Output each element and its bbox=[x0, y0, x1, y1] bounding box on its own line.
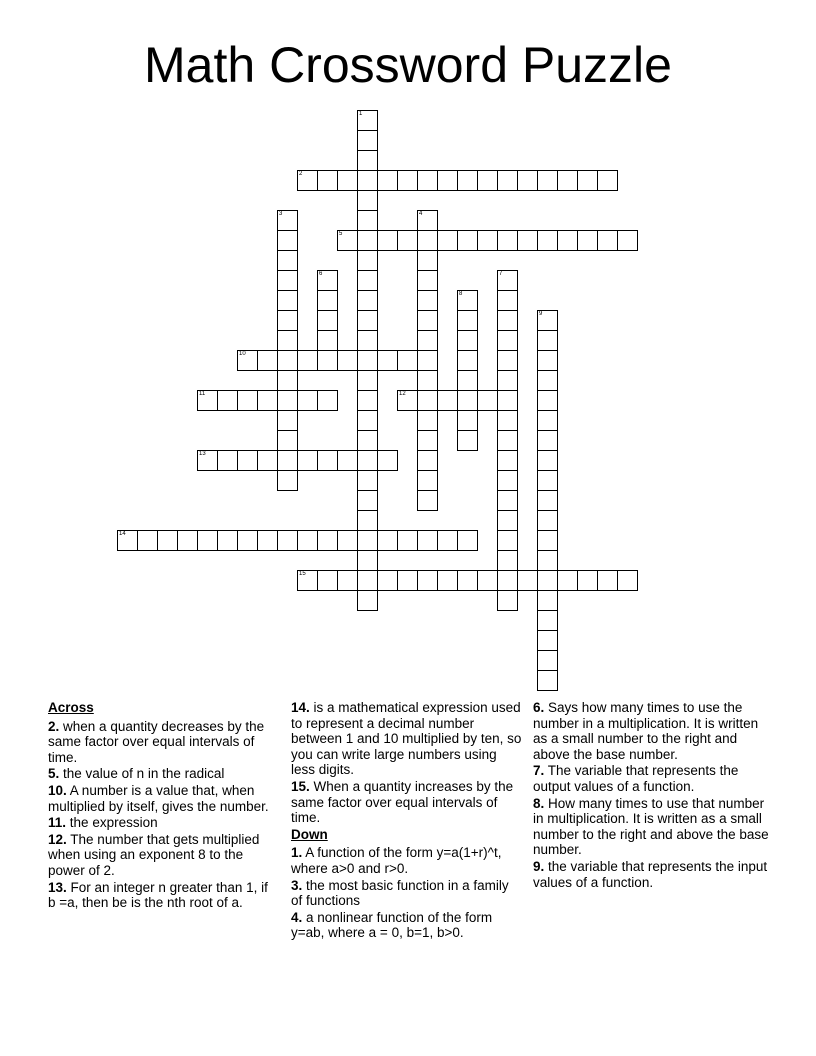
clue-number: 3. bbox=[291, 877, 303, 893]
grid-cell[interactable] bbox=[457, 570, 478, 591]
across-clue-14 bbox=[291, 700, 523, 778]
grid-cell[interactable] bbox=[377, 230, 398, 251]
grid-cell[interactable] bbox=[357, 570, 378, 591]
grid-cell[interactable] bbox=[537, 510, 558, 531]
grid-cell[interactable] bbox=[417, 410, 438, 431]
down-clue-6 bbox=[533, 700, 769, 762]
grid-cell[interactable] bbox=[237, 390, 258, 411]
grid-cell[interactable] bbox=[337, 570, 358, 591]
down-heading: Down bbox=[291, 826, 328, 842]
grid-cell[interactable] bbox=[537, 370, 558, 391]
grid-cell[interactable] bbox=[337, 230, 358, 251]
grid-cell[interactable] bbox=[357, 170, 378, 191]
grid-cell[interactable] bbox=[417, 530, 438, 551]
grid-cell[interactable] bbox=[277, 330, 298, 351]
grid-cell[interactable] bbox=[537, 530, 558, 551]
grid-cell[interactable] bbox=[317, 390, 338, 411]
grid-cell[interactable] bbox=[457, 170, 478, 191]
grid-cell[interactable] bbox=[497, 470, 518, 491]
grid-cell[interactable] bbox=[317, 330, 338, 351]
grid-clue-number: 7 bbox=[499, 271, 503, 277]
grid-cell[interactable] bbox=[597, 170, 618, 191]
grid-cell[interactable] bbox=[277, 390, 298, 411]
grid-cell[interactable] bbox=[397, 350, 418, 371]
grid-clue-number: 6 bbox=[319, 271, 323, 277]
grid-clue-number: 2 bbox=[299, 171, 303, 177]
clue-text: When a quantity increases by the same factor over equal intervals of time. bbox=[291, 778, 514, 826]
grid-cell[interactable] bbox=[237, 530, 258, 551]
grid-cell[interactable] bbox=[277, 250, 298, 271]
clue-text: the most basic function in a family of functions bbox=[291, 877, 509, 909]
grid-cell[interactable] bbox=[597, 570, 618, 591]
grid-cell[interactable] bbox=[277, 370, 298, 391]
clue-text: the variable that represents the input values of a function. bbox=[533, 858, 768, 890]
grid-cell[interactable] bbox=[397, 390, 418, 411]
clue-text: A number is a value that, when multiplied by itself, gives the number. bbox=[48, 782, 269, 814]
grid-cell[interactable] bbox=[337, 170, 358, 191]
clue-number: 1. bbox=[291, 845, 303, 861]
across-clue-5 bbox=[48, 766, 273, 782]
grid-cell[interactable] bbox=[537, 470, 558, 491]
grid-cell[interactable] bbox=[497, 390, 518, 411]
grid-cell[interactable] bbox=[257, 530, 278, 551]
grid-clue-number: 1 bbox=[359, 111, 363, 117]
grid-cell[interactable] bbox=[217, 390, 238, 411]
clue-text: a nonlinear function of the form y=ab, where a = 0, b=1, b>0. bbox=[291, 909, 493, 941]
grid-cell[interactable] bbox=[357, 190, 378, 211]
grid-cell[interactable] bbox=[297, 390, 318, 411]
grid-cell[interactable] bbox=[357, 350, 378, 371]
grid-cell[interactable] bbox=[377, 170, 398, 191]
grid-cell[interactable] bbox=[357, 310, 378, 331]
grid-clue-number: 10 bbox=[239, 351, 246, 357]
grid-cell[interactable] bbox=[277, 310, 298, 331]
across-heading: Across bbox=[48, 700, 94, 715]
grid-cell[interactable] bbox=[557, 170, 578, 191]
down-clue-9 bbox=[533, 859, 769, 890]
grid-clue-number: 4 bbox=[419, 211, 423, 217]
clue-number: 13. bbox=[48, 879, 67, 895]
grid-cell[interactable] bbox=[417, 270, 438, 291]
grid-cell[interactable] bbox=[357, 230, 378, 251]
grid-cell[interactable] bbox=[337, 350, 358, 371]
grid-clue-number: 12 bbox=[399, 391, 406, 397]
grid-cell[interactable] bbox=[497, 330, 518, 351]
clue-text: A function of the form y=a(1+r)^t, where a>0 and r>0. bbox=[291, 845, 502, 876]
grid-cell[interactable] bbox=[497, 170, 518, 191]
grid-cell[interactable] bbox=[277, 530, 298, 551]
grid-clue-number: 9 bbox=[539, 311, 543, 317]
grid-cell[interactable] bbox=[277, 410, 298, 431]
grid-cell[interactable] bbox=[177, 530, 198, 551]
grid-cell[interactable] bbox=[417, 290, 438, 311]
grid-cell[interactable] bbox=[497, 550, 518, 571]
grid-cell[interactable] bbox=[417, 430, 438, 451]
grid-cell[interactable] bbox=[397, 230, 418, 251]
grid-cell[interactable] bbox=[217, 450, 238, 471]
grid-cell[interactable] bbox=[417, 390, 438, 411]
grid-cell[interactable] bbox=[537, 170, 558, 191]
grid-cell[interactable] bbox=[457, 230, 478, 251]
grid-cell[interactable] bbox=[417, 350, 438, 371]
clue-number: 12. bbox=[48, 831, 67, 847]
grid-cell[interactable] bbox=[357, 210, 378, 231]
grid-cell[interactable] bbox=[357, 110, 378, 131]
grid-cell[interactable] bbox=[297, 450, 318, 471]
across-clue-15 bbox=[291, 779, 523, 826]
grid-cell[interactable] bbox=[457, 370, 478, 391]
grid-cell[interactable] bbox=[517, 170, 538, 191]
grid-cell[interactable] bbox=[417, 370, 438, 391]
grid-cell[interactable] bbox=[397, 170, 418, 191]
grid-cell[interactable] bbox=[317, 290, 338, 311]
grid-cell[interactable] bbox=[417, 250, 438, 271]
clue-text: The variable that represents the output values of a function. bbox=[533, 763, 739, 794]
grid-cell[interactable] bbox=[397, 570, 418, 591]
grid-cell[interactable] bbox=[337, 530, 358, 551]
grid-cell[interactable] bbox=[597, 230, 618, 251]
grid-cell[interactable] bbox=[317, 450, 338, 471]
grid-cell[interactable] bbox=[277, 450, 298, 471]
grid-clue-number: 14 bbox=[119, 531, 126, 537]
across-clue-13 bbox=[48, 880, 273, 911]
grid-cell[interactable] bbox=[457, 290, 478, 311]
grid-cell[interactable] bbox=[437, 390, 458, 411]
grid-cell[interactable] bbox=[537, 490, 558, 511]
grid-cell[interactable] bbox=[357, 430, 378, 451]
grid-cell[interactable] bbox=[237, 450, 258, 471]
clue-text: How many times to use that number in multiplication. It is written as a small number to the right and above the base number. bbox=[533, 795, 769, 858]
grid-cell[interactable] bbox=[317, 310, 338, 331]
grid-cell[interactable] bbox=[317, 570, 338, 591]
clue-number: 15. bbox=[291, 778, 310, 794]
grid-cell[interactable] bbox=[417, 470, 438, 491]
grid-cell[interactable] bbox=[357, 130, 378, 151]
grid-cell[interactable] bbox=[497, 570, 518, 591]
grid-cell[interactable] bbox=[357, 590, 378, 611]
grid-cell[interactable] bbox=[257, 350, 278, 371]
grid-cell[interactable] bbox=[417, 310, 438, 331]
grid-cell[interactable] bbox=[457, 410, 478, 431]
grid-cell[interactable] bbox=[537, 430, 558, 451]
grid-cell[interactable] bbox=[437, 570, 458, 591]
across-clue-10 bbox=[48, 783, 273, 814]
grid-cell[interactable] bbox=[157, 530, 178, 551]
grid-cell[interactable] bbox=[417, 330, 438, 351]
grid-cell[interactable] bbox=[197, 450, 218, 471]
grid-cell[interactable] bbox=[277, 350, 298, 371]
clue-number: 7. bbox=[533, 763, 545, 779]
grid-cell[interactable] bbox=[577, 170, 598, 191]
grid-cell[interactable] bbox=[357, 370, 378, 391]
grid-clue-number: 13 bbox=[199, 451, 206, 457]
grid-cell[interactable] bbox=[497, 490, 518, 511]
grid-cell[interactable] bbox=[497, 370, 518, 391]
grid-cell[interactable] bbox=[117, 530, 138, 551]
grid-cell[interactable] bbox=[357, 450, 378, 471]
grid-cell[interactable] bbox=[477, 230, 498, 251]
grid-cell[interactable] bbox=[277, 210, 298, 231]
grid-cell[interactable] bbox=[537, 330, 558, 351]
across-clue-12 bbox=[48, 832, 273, 879]
clue-text: is a mathematical expression used to represent a decimal number between 1 and 10 multiplied by ten, so you can write large numbers using less digits. bbox=[291, 700, 522, 778]
across-clue-2 bbox=[48, 719, 273, 766]
grid-cell[interactable] bbox=[617, 570, 638, 591]
clue-number: 8. bbox=[533, 795, 545, 811]
grid-cell[interactable] bbox=[457, 330, 478, 351]
grid-cell[interactable] bbox=[377, 570, 398, 591]
grid-cell[interactable] bbox=[537, 610, 558, 631]
grid-cell[interactable] bbox=[137, 530, 158, 551]
clue-number: 9. bbox=[533, 858, 545, 874]
grid-cell[interactable] bbox=[617, 230, 638, 251]
clue-number: 6. bbox=[533, 700, 545, 715]
grid-cell[interactable] bbox=[357, 530, 378, 551]
grid-cell[interactable] bbox=[417, 490, 438, 511]
grid-cell[interactable] bbox=[537, 410, 558, 431]
grid-cell[interactable] bbox=[537, 590, 558, 611]
grid-cell[interactable] bbox=[437, 530, 458, 551]
clue-number: 4. bbox=[291, 909, 303, 925]
grid-cell[interactable] bbox=[497, 450, 518, 471]
grid-cell[interactable] bbox=[317, 270, 338, 291]
grid-cell[interactable] bbox=[237, 350, 258, 371]
clue-number: 10. bbox=[48, 782, 67, 798]
grid-cell[interactable] bbox=[557, 570, 578, 591]
grid-cell[interactable] bbox=[437, 170, 458, 191]
grid-cell[interactable] bbox=[377, 350, 398, 371]
grid-cell[interactable] bbox=[277, 470, 298, 491]
clue-column-1 bbox=[48, 700, 273, 912]
grid-cell[interactable] bbox=[277, 270, 298, 291]
grid-cell[interactable] bbox=[357, 270, 378, 291]
grid-cell[interactable] bbox=[497, 310, 518, 331]
clue-text: the value of n in the radical bbox=[63, 766, 225, 782]
grid-cell[interactable] bbox=[537, 310, 558, 331]
grid-cell[interactable] bbox=[517, 570, 538, 591]
grid-cell[interactable] bbox=[517, 230, 538, 251]
grid-cell[interactable] bbox=[457, 310, 478, 331]
grid-cell[interactable] bbox=[497, 290, 518, 311]
grid-cell[interactable] bbox=[297, 570, 318, 591]
grid-cell[interactable] bbox=[497, 350, 518, 371]
grid-cell[interactable] bbox=[357, 250, 378, 271]
grid-cell[interactable] bbox=[577, 570, 598, 591]
grid-cell[interactable] bbox=[377, 530, 398, 551]
grid-cell[interactable] bbox=[297, 350, 318, 371]
grid-cell[interactable] bbox=[337, 450, 358, 471]
grid-cell[interactable] bbox=[357, 290, 378, 311]
grid-cell[interactable] bbox=[277, 430, 298, 451]
page-title: Math Crossword Puzzle bbox=[144, 37, 672, 93]
grid-cell[interactable] bbox=[357, 150, 378, 171]
clue-number: 14. bbox=[291, 700, 310, 715]
grid-cell[interactable] bbox=[317, 530, 338, 551]
grid-cell[interactable] bbox=[417, 170, 438, 191]
grid-cell[interactable] bbox=[497, 510, 518, 531]
grid-cell[interactable] bbox=[537, 630, 558, 651]
down-clue-7 bbox=[533, 763, 769, 794]
grid-cell[interactable] bbox=[457, 530, 478, 551]
grid-cell[interactable] bbox=[377, 450, 398, 471]
grid-cell[interactable] bbox=[497, 430, 518, 451]
grid-cell[interactable] bbox=[537, 390, 558, 411]
grid-cell[interactable] bbox=[477, 170, 498, 191]
grid-cell[interactable] bbox=[357, 510, 378, 531]
grid-cell[interactable] bbox=[537, 450, 558, 471]
grid-clue-number: 8 bbox=[459, 291, 463, 297]
grid-cell[interactable] bbox=[537, 230, 558, 251]
grid-cell[interactable] bbox=[497, 530, 518, 551]
grid-cell[interactable] bbox=[557, 230, 578, 251]
grid-cell[interactable] bbox=[317, 350, 338, 371]
down-clue-3 bbox=[291, 878, 523, 909]
grid-cell[interactable] bbox=[257, 390, 278, 411]
grid-cell[interactable] bbox=[457, 390, 478, 411]
grid-cell[interactable] bbox=[417, 210, 438, 231]
grid-cell[interactable] bbox=[217, 530, 238, 551]
grid-clue-number: 5 bbox=[339, 231, 343, 237]
grid-cell[interactable] bbox=[457, 350, 478, 371]
clue-number: 2. bbox=[48, 718, 60, 734]
grid-cell[interactable] bbox=[577, 230, 598, 251]
clue-text: The number that gets multiplied when using an exponent 8 to the power of 2. bbox=[48, 831, 260, 878]
grid-cell[interactable] bbox=[317, 170, 338, 191]
clue-column-2 bbox=[291, 700, 523, 942]
grid-cell[interactable] bbox=[537, 350, 558, 371]
grid-cell[interactable] bbox=[457, 430, 478, 451]
grid-cell[interactable] bbox=[537, 670, 558, 691]
grid-cell[interactable] bbox=[277, 230, 298, 251]
grid-cell[interactable] bbox=[357, 550, 378, 571]
down-clue-1 bbox=[291, 845, 523, 876]
clue-column-3 bbox=[533, 700, 769, 891]
grid-cell[interactable] bbox=[257, 450, 278, 471]
down-clue-4 bbox=[291, 910, 523, 941]
grid-clue-number: 11 bbox=[199, 391, 206, 397]
grid-cell[interactable] bbox=[437, 230, 458, 251]
grid-cell[interactable] bbox=[357, 410, 378, 431]
grid-cell[interactable] bbox=[537, 550, 558, 571]
clue-text: For an integer n greater than 1, if b =a, then be is the nth root of a. bbox=[48, 879, 268, 911]
clue-text: the expression bbox=[69, 815, 158, 831]
grid-cell[interactable] bbox=[497, 410, 518, 431]
grid-cell[interactable] bbox=[197, 390, 218, 411]
grid-cell[interactable] bbox=[477, 570, 498, 591]
grid-cell[interactable] bbox=[297, 170, 318, 191]
clue-number: 11. bbox=[48, 815, 67, 831]
grid-cell[interactable] bbox=[497, 270, 518, 291]
grid-clue-number: 15 bbox=[299, 571, 306, 577]
grid-cell[interactable] bbox=[417, 450, 438, 471]
clue-text: when a quantity decreases by the same factor over equal intervals of time. bbox=[48, 718, 265, 765]
grid-cell[interactable] bbox=[357, 390, 378, 411]
grid-cell[interactable] bbox=[477, 390, 498, 411]
grid-cell[interactable] bbox=[537, 650, 558, 671]
grid-cell[interactable] bbox=[357, 330, 378, 351]
grid-cell[interactable] bbox=[357, 470, 378, 491]
grid-cell[interactable] bbox=[297, 530, 318, 551]
grid-cell[interactable] bbox=[197, 530, 218, 551]
grid-cell[interactable] bbox=[277, 290, 298, 311]
clue-number: 5. bbox=[48, 766, 60, 782]
grid-cell[interactable] bbox=[417, 570, 438, 591]
grid-cell[interactable] bbox=[537, 570, 558, 591]
grid-cell[interactable] bbox=[357, 490, 378, 511]
grid-clue-number: 3 bbox=[279, 211, 283, 217]
grid-cell[interactable] bbox=[417, 230, 438, 251]
across-clue-11 bbox=[48, 815, 273, 831]
down-clue-8 bbox=[533, 796, 769, 858]
clue-text: Says how many times to use the number in a multiplication. It is written as a small number to the right and above the base number. bbox=[533, 700, 759, 762]
grid-cell[interactable] bbox=[497, 230, 518, 251]
grid-cell[interactable] bbox=[397, 530, 418, 551]
grid-cell[interactable] bbox=[497, 590, 518, 611]
